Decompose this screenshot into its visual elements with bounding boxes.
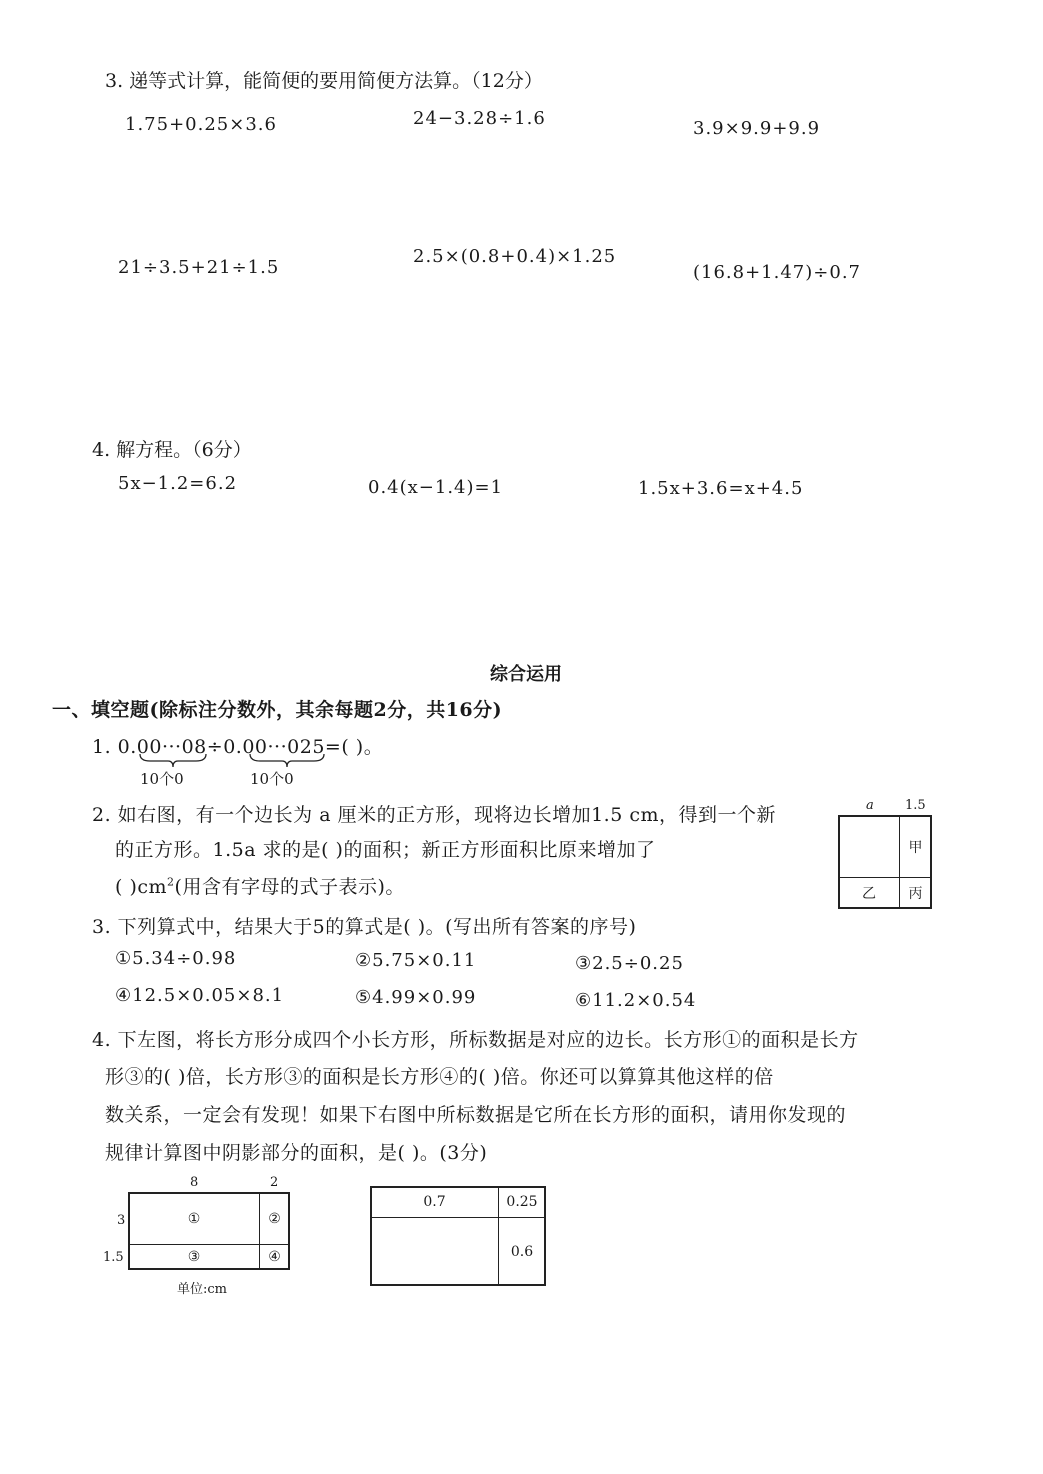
f2-line3: [115, 872, 405, 899]
q3-expr-3: 3.9×9.9+9.9: [693, 118, 821, 139]
brace-b-icon: [248, 752, 328, 768]
left-unit: 单位:cm: [177, 1282, 227, 1297]
q3-expr-2: 24−3.28÷1.6: [413, 108, 546, 129]
q3-expr-4: 21÷3.5+21÷1.5: [118, 257, 280, 278]
f1-under-a: 10个0: [140, 770, 184, 788]
f3-opt-4: ④12.5×0.05×8.1: [115, 985, 285, 1006]
f2-line1: 2. 如右图，有一个边长为 a 厘米的正方形，现将边长增加1.5 cm，得到一个新: [92, 804, 776, 826]
left-cell-1: ①: [128, 1192, 260, 1245]
q3-expr-1: 1.75+0.25×3.6: [125, 114, 277, 135]
f2-blank: ( )cm: [115, 876, 168, 898]
f2-line2: 的正方形。1.5a 求的是( )的面积；新正方形面积比原来增加了: [115, 839, 656, 861]
q4-title: 4. 解方程。（6分）: [92, 439, 252, 461]
fig-cell-yi: 乙: [838, 877, 900, 909]
left-cell-3: ③: [128, 1244, 260, 1270]
f4-line2: 形③的( )倍，长方形③的面积是长方形④的( )倍。你还可以算算其他这样的倍: [105, 1066, 774, 1088]
f1-line: [92, 732, 383, 759]
left-side-15: 1.5: [103, 1250, 124, 1265]
f2-hint: (用含有字母的式子表示)。: [174, 876, 405, 898]
f1-term-b: 00···025: [242, 736, 325, 758]
right-cell-025: 0.25: [498, 1186, 546, 1218]
right-cell-06: 0.6: [498, 1217, 546, 1286]
f3-opt-6: ⑥11.2×0.54: [575, 990, 697, 1011]
left-cell-4: ④: [259, 1244, 290, 1270]
f3-opt-1: ①5.34÷0.98: [115, 948, 237, 969]
f3-line1: 3. 下列算式中，结果大于5的算式是( )。(写出所有答案的序号): [92, 916, 637, 938]
q3-expr-5: 2.5×(0.8+0.4)×1.25: [413, 246, 617, 267]
section-title: 综合运用: [490, 664, 562, 685]
f4-line1: 4. 下左图，将长方形分成四个小长方形，所标数据是对应的边长。长方形①的面积是长方: [92, 1029, 859, 1051]
f1-under-b: 10个0: [250, 770, 294, 788]
f4-line3: 数关系，一定会有发现！如果下右图中所标数据是它所在长方形的面积，请用你发现的: [105, 1104, 847, 1126]
right-cell-shaded: [370, 1217, 499, 1286]
left-cell-2: ②: [259, 1192, 290, 1245]
f3-opt-5: ⑤4.99×0.99: [355, 987, 477, 1008]
f2-sup: 2: [167, 875, 175, 889]
fig-cell-bing: 丙: [899, 877, 932, 909]
q3-title: 3. 递等式计算，能简便的要用简便方法算。（12分）: [105, 70, 543, 92]
f4-line4: 规律计算图中阴影部分的面积，是( )。(3分): [105, 1142, 488, 1164]
f1-pre: 1. 0.: [92, 736, 137, 758]
fig-cell-jia: 甲: [899, 815, 932, 878]
q4-eq-2: 0.4(x−1.4)=1: [368, 477, 504, 498]
f3-opt-2: ②5.75×0.11: [355, 950, 477, 971]
f3-opt-3: ③2.5÷0.25: [575, 953, 684, 974]
left-top-2: 2: [270, 1175, 279, 1190]
f1-post: =( )。: [324, 736, 384, 758]
part1-title: 一、填空题(除标注分数外，其余每题2分，共16分): [52, 699, 503, 721]
left-top-8: 8: [190, 1175, 199, 1190]
q4-eq-1: 5x−1.2=6.2: [118, 473, 238, 494]
q3-expr-6: (16.8+1.47)÷0.7: [693, 262, 861, 283]
f1-term-a: 00···08: [136, 736, 207, 758]
f1-div: ÷0.: [206, 736, 243, 758]
fig-label-a: a: [866, 798, 874, 813]
brace-a-icon: [138, 752, 208, 768]
q4-eq-3: 1.5x+3.6=x+4.5: [638, 478, 804, 499]
right-cell-07: 0.7: [370, 1186, 499, 1218]
fig-label-15: 1.5: [905, 798, 926, 813]
left-side-3: 3: [117, 1213, 126, 1228]
